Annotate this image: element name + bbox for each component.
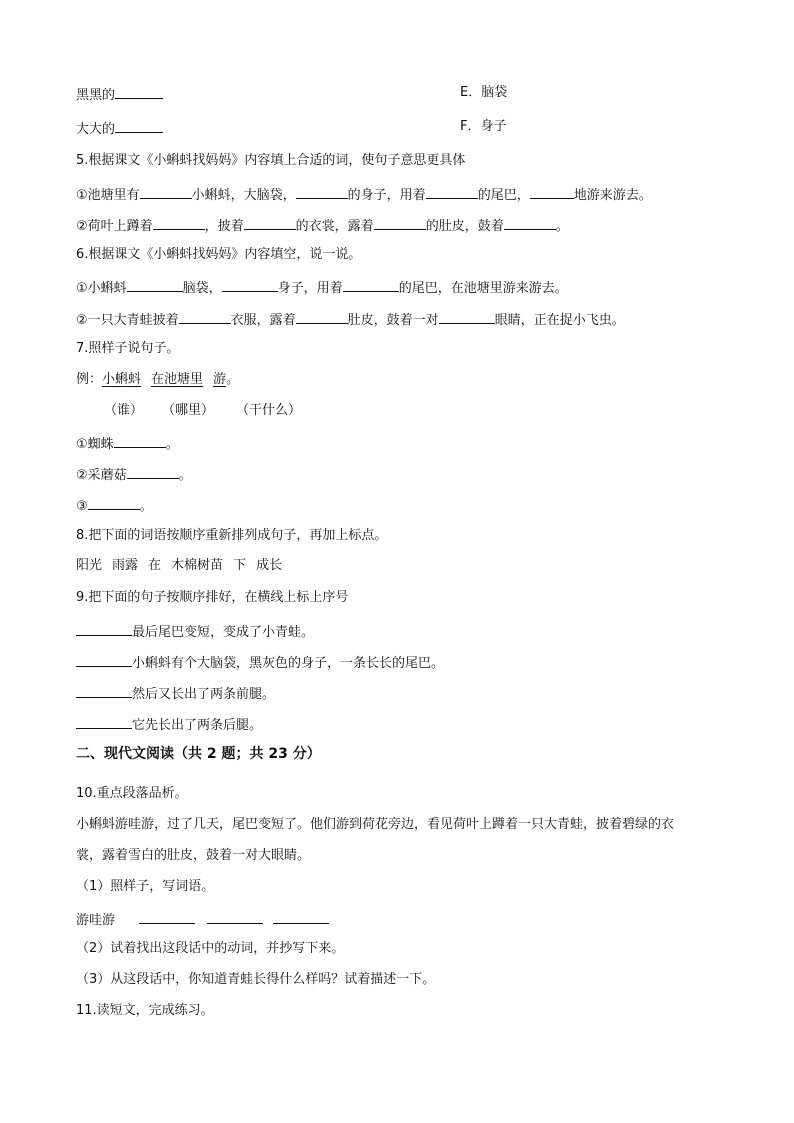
match-left-1: 黑黑的 — [76, 88, 116, 103]
text-segment: 身子，用着 — [277, 281, 343, 296]
example-word: 游哇游 — [76, 913, 116, 928]
answer-blank[interactable] — [88, 495, 140, 510]
q10-example-row — [76, 909, 329, 927]
answer-blank[interactable] — [530, 184, 574, 199]
answer-blank[interactable] — [127, 464, 179, 479]
example-where: 在池塘里 — [151, 372, 204, 387]
word: 阳光 — [76, 558, 103, 573]
q6-sentence-2 — [76, 309, 625, 327]
q7-label-where: （哪里） — [162, 403, 215, 418]
q5-title: 5.根据课文《小蝌蚪找妈妈》内容填上合适的词，使句子意思更具体 — [76, 153, 466, 168]
word: 在 — [148, 558, 162, 573]
example-prefix: 例： — [76, 372, 103, 387]
answer-blank[interactable] — [207, 909, 263, 924]
text-segment: 的衣裳，露着 — [295, 219, 374, 234]
sentence: 它先长出了两条后腿。 — [132, 718, 263, 733]
answer-blank[interactable] — [139, 909, 195, 924]
text-segment: 。 — [165, 437, 179, 452]
match-row-2 — [76, 118, 163, 136]
answer-blank[interactable] — [140, 184, 192, 199]
answer-blank[interactable] — [439, 309, 495, 324]
match-right-2: F．身子 — [460, 119, 507, 134]
order-blank[interactable] — [76, 621, 132, 636]
answer-blank[interactable] — [222, 277, 278, 292]
text-segment: ①蜘蛛 — [76, 437, 114, 452]
q5-sentence-2 — [76, 215, 569, 233]
text-segment: 脑袋， — [182, 281, 222, 296]
q9-title: 9.把下面的句子按顺序排好，在横线上标上序号 — [76, 590, 349, 605]
order-blank[interactable] — [76, 683, 132, 698]
word: 雨露 — [112, 558, 139, 573]
answer-blank[interactable] — [296, 184, 348, 199]
text-segment: ②采蘑菇 — [76, 468, 127, 483]
q9-item-3 — [76, 683, 275, 701]
example-who: 小蝌蚪 — [102, 372, 142, 387]
sentence: 然后又长出了两条前腿。 — [132, 687, 276, 702]
text-segment: 肚皮，鼓着一对 — [347, 313, 439, 328]
text-segment: ②荷叶上蹲着 — [76, 219, 153, 234]
text-segment: 。 — [178, 468, 192, 483]
text-segment: 。 — [139, 499, 153, 514]
text-segment: ，披着 — [204, 219, 244, 234]
word: 下 — [233, 558, 247, 573]
q6-title: 6.根据课文《小蝌蚪找妈妈》内容填空，说一说。 — [76, 247, 362, 262]
answer-blank[interactable] — [127, 277, 183, 292]
answer-blank[interactable] — [374, 215, 426, 230]
q7-label-what: （干什么） — [236, 403, 302, 418]
q11-title: 11.读短文，完成练习。 — [76, 1003, 214, 1018]
q10-passage-line-1: 小蝌蚪游哇游，过了几天，尾巴变短了。他们游到荷花旁边，看见荷叶上蹲着一只大青蛙，披着碧绿的衣 — [76, 817, 675, 832]
match-row-1 — [76, 84, 163, 102]
section-heading: 二、现代文阅读（共 2 题；共 23 分） — [76, 746, 321, 762]
text-segment: ②一只大青蛙披着 — [76, 313, 179, 328]
q10-title: 10.重点段落品析。 — [76, 786, 188, 801]
q8-title: 8.把下面的词语按顺序重新排列成句子，再加上标点。 — [76, 528, 388, 543]
word: 木棉树苗 — [171, 558, 224, 573]
q10-passage-line-2: 裳，露着雪白的肚皮，鼓着一对大眼睛。 — [76, 848, 311, 863]
answer-blank[interactable] — [115, 118, 163, 133]
q7-item-1 — [76, 433, 179, 451]
match-right-1: E．脑袋 — [460, 85, 508, 100]
example-what: 游 — [213, 372, 227, 387]
answer-blank[interactable] — [426, 184, 478, 199]
text-segment: ③ — [76, 499, 88, 514]
text-segment: ①池塘里有 — [76, 188, 140, 203]
answer-blank[interactable] — [343, 277, 399, 292]
text-segment: 小蝌蚪，大脑袋， — [191, 188, 296, 203]
text-segment: 的肚皮，鼓着 — [425, 219, 504, 234]
text-segment: 的身子，用着 — [347, 188, 426, 203]
order-blank[interactable] — [76, 714, 132, 729]
text-segment: 的尾巴，在池塘里游来游去。 — [398, 281, 568, 296]
q7-label-who: （谁） — [104, 403, 144, 418]
q9-item-1 — [76, 621, 314, 639]
q10-sub-1: （1）照样子，写词语。 — [76, 879, 215, 894]
answer-blank[interactable] — [244, 215, 296, 230]
q8-words — [76, 557, 282, 575]
q10-sub-2: （2）试着找出这段话中的动词，并抄写下来。 — [76, 941, 345, 956]
text-segment: ①小蝌蚪 — [76, 281, 127, 296]
q5-sentence-1 — [76, 184, 652, 202]
q7-example — [76, 371, 239, 389]
q6-sentence-1 — [76, 277, 568, 295]
q7-title: 7.照样子说句子。 — [76, 341, 180, 356]
text-segment: 衣服，露着 — [230, 313, 296, 328]
answer-blank[interactable] — [115, 84, 163, 99]
text-segment: 地游来游去。 — [573, 188, 652, 203]
example-end: 。 — [226, 372, 240, 387]
sentence: 最后尾巴变短，变成了小青蛙。 — [132, 625, 315, 640]
order-blank[interactable] — [76, 652, 132, 667]
q7-item-3 — [76, 495, 153, 513]
answer-blank[interactable] — [153, 215, 205, 230]
answer-blank[interactable] — [504, 215, 556, 230]
q10-sub-3: （3）从这段话中，你知道青蛙长得什么样吗？试着描述一下。 — [76, 972, 436, 987]
word: 成长 — [256, 558, 283, 573]
sentence: 小蝌蚪有个大脑袋，黑灰色的身子，一条长长的尾巴。 — [132, 656, 445, 671]
text-segment: 。 — [555, 219, 569, 234]
match-left-2: 大大的 — [76, 122, 116, 137]
answer-blank[interactable] — [273, 909, 329, 924]
text-segment: 的尾巴， — [477, 188, 530, 203]
q7-item-2 — [76, 464, 192, 482]
text-segment: 眼睛，正在捉小飞虫。 — [494, 313, 625, 328]
answer-blank[interactable] — [179, 309, 231, 324]
q9-item-2 — [76, 652, 444, 670]
answer-blank[interactable] — [114, 433, 166, 448]
answer-blank[interactable] — [296, 309, 348, 324]
q9-item-4 — [76, 714, 262, 732]
